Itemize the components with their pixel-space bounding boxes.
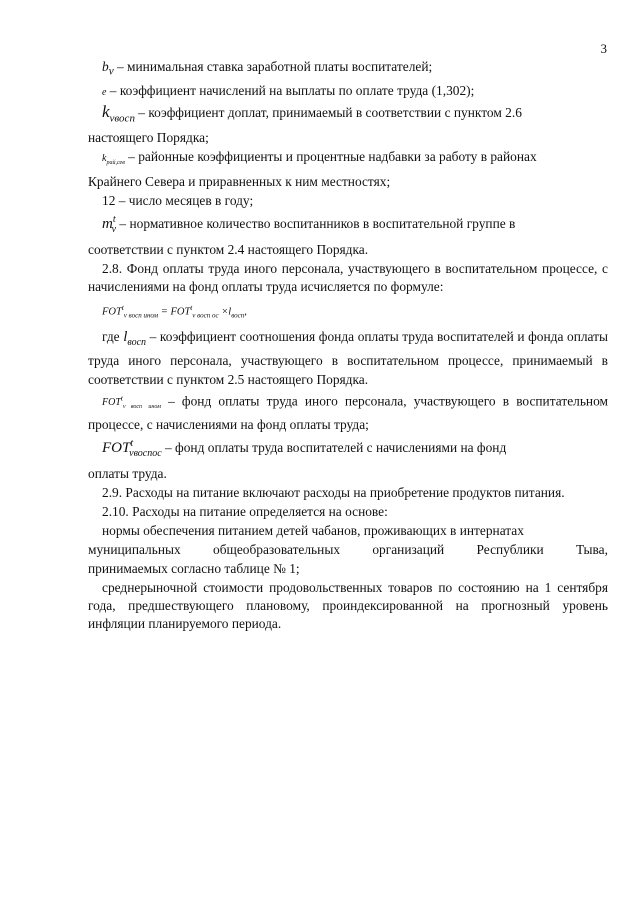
formula-e: e [102, 86, 107, 98]
page-number: 3 [600, 41, 607, 56]
formula-k-rayon: $k_{рай,сев}$ [102, 152, 125, 166]
definition-fot-educators-cont: оплаты труда. [88, 465, 167, 481]
formula-k: $k_{vвосп}$ [102, 102, 135, 125]
definition-k-cont: настоящего Порядка; [88, 129, 209, 145]
document-body [88, 58, 608, 634]
definition-k: $k_{vвосп}$ – коэффициент доплат, принимаемый в соответствии с пунктом 2.6 [102, 102, 522, 125]
formula-m: $m^t_v$ [102, 214, 117, 236]
definition-fot-other: $FOT^t_{v восп}$ $_{ином}$ – фонд оплаты труда иного персонала, участвующего в воспитательном процессе, с начислениями на фонд оплаты труда; [88, 393, 609, 433]
paragraph-2-8: 2.8. Фонд оплаты труда иного персонала, участвующего в воспитательном процессе, с начислениями на фонд оплаты труда исчисляется по формуле: [88, 260, 608, 295]
paragraph-2-10: 2.10. Расходы на питание определяется на основе: [102, 504, 388, 520]
definition-m-cont: соответствии с пунктом 2.4 настоящего Порядка. [88, 241, 369, 257]
paragraph-average-cost: среднерыночной стоимости продовольственных товаров по состоянию на 1 сентября года, предшествующего плановому, проиндексированной на прогнозный уровень инфляции планируемого периода. [88, 579, 608, 632]
definition-e: e – коэффициент начислений на выплаты по оплате труда (1,302); [102, 82, 475, 98]
definition-m: $m^t_v$ – нормативное количество воспитанников в воспитательной группе в [102, 214, 516, 236]
definition-fot-educators: $FOT^t_{vвоспос}$ – фонд оплаты труда воспитателей с начислениями на фонд [102, 438, 507, 460]
formula-fot-other-inline: $FOT^t_{v восп}$ $_{ином}$ [102, 394, 161, 411]
formula-fot-educators: $FOT^t_{vвоспос}$ [102, 438, 162, 460]
norms-line-1: нормы обеспечения питанием детей чабанов, проживающих в интернатах [102, 523, 524, 539]
definition-months: 12 – число месяцев в году; [102, 193, 254, 209]
formula-bv: $b_v$ [102, 59, 114, 78]
definition-k-rayon: $k_{рай,сев}$ – районные коэффициенты и процентные надбавки за работу в районах [102, 148, 537, 166]
definition-k-rayon-cont: Крайнего Севера и приравненных к ним местностях; [88, 174, 391, 190]
definition-bv: $b_v$ – минимальная ставка заработной платы воспитателей; [102, 59, 433, 78]
norms-line-3: принимаемых согласно таблице № 1; [88, 560, 300, 576]
formula-fot-other: $FOT^t_{v восп ином} = FOT^t_{v восп ос} \times l_{восп}$, [102, 304, 247, 320]
paragraph-2-9: 2.9. Расходы на питание включают расходы на приобретение продуктов питания. [102, 484, 565, 500]
definition-l: где $l_{восп}$ – коэффициент соотношения фонда оплаты труда воспитателей и фонда оплаты труда иного персонала, участвующего в воспитательном процессе, принимаемый в соответствии с пунктом 2.5 настоящего Порядка. [88, 329, 608, 387]
norms-line-2: муниципальных общеобразовательных организаций Республики Тыва, [88, 542, 608, 558]
formula-l: $l_{восп}$ [123, 329, 147, 349]
